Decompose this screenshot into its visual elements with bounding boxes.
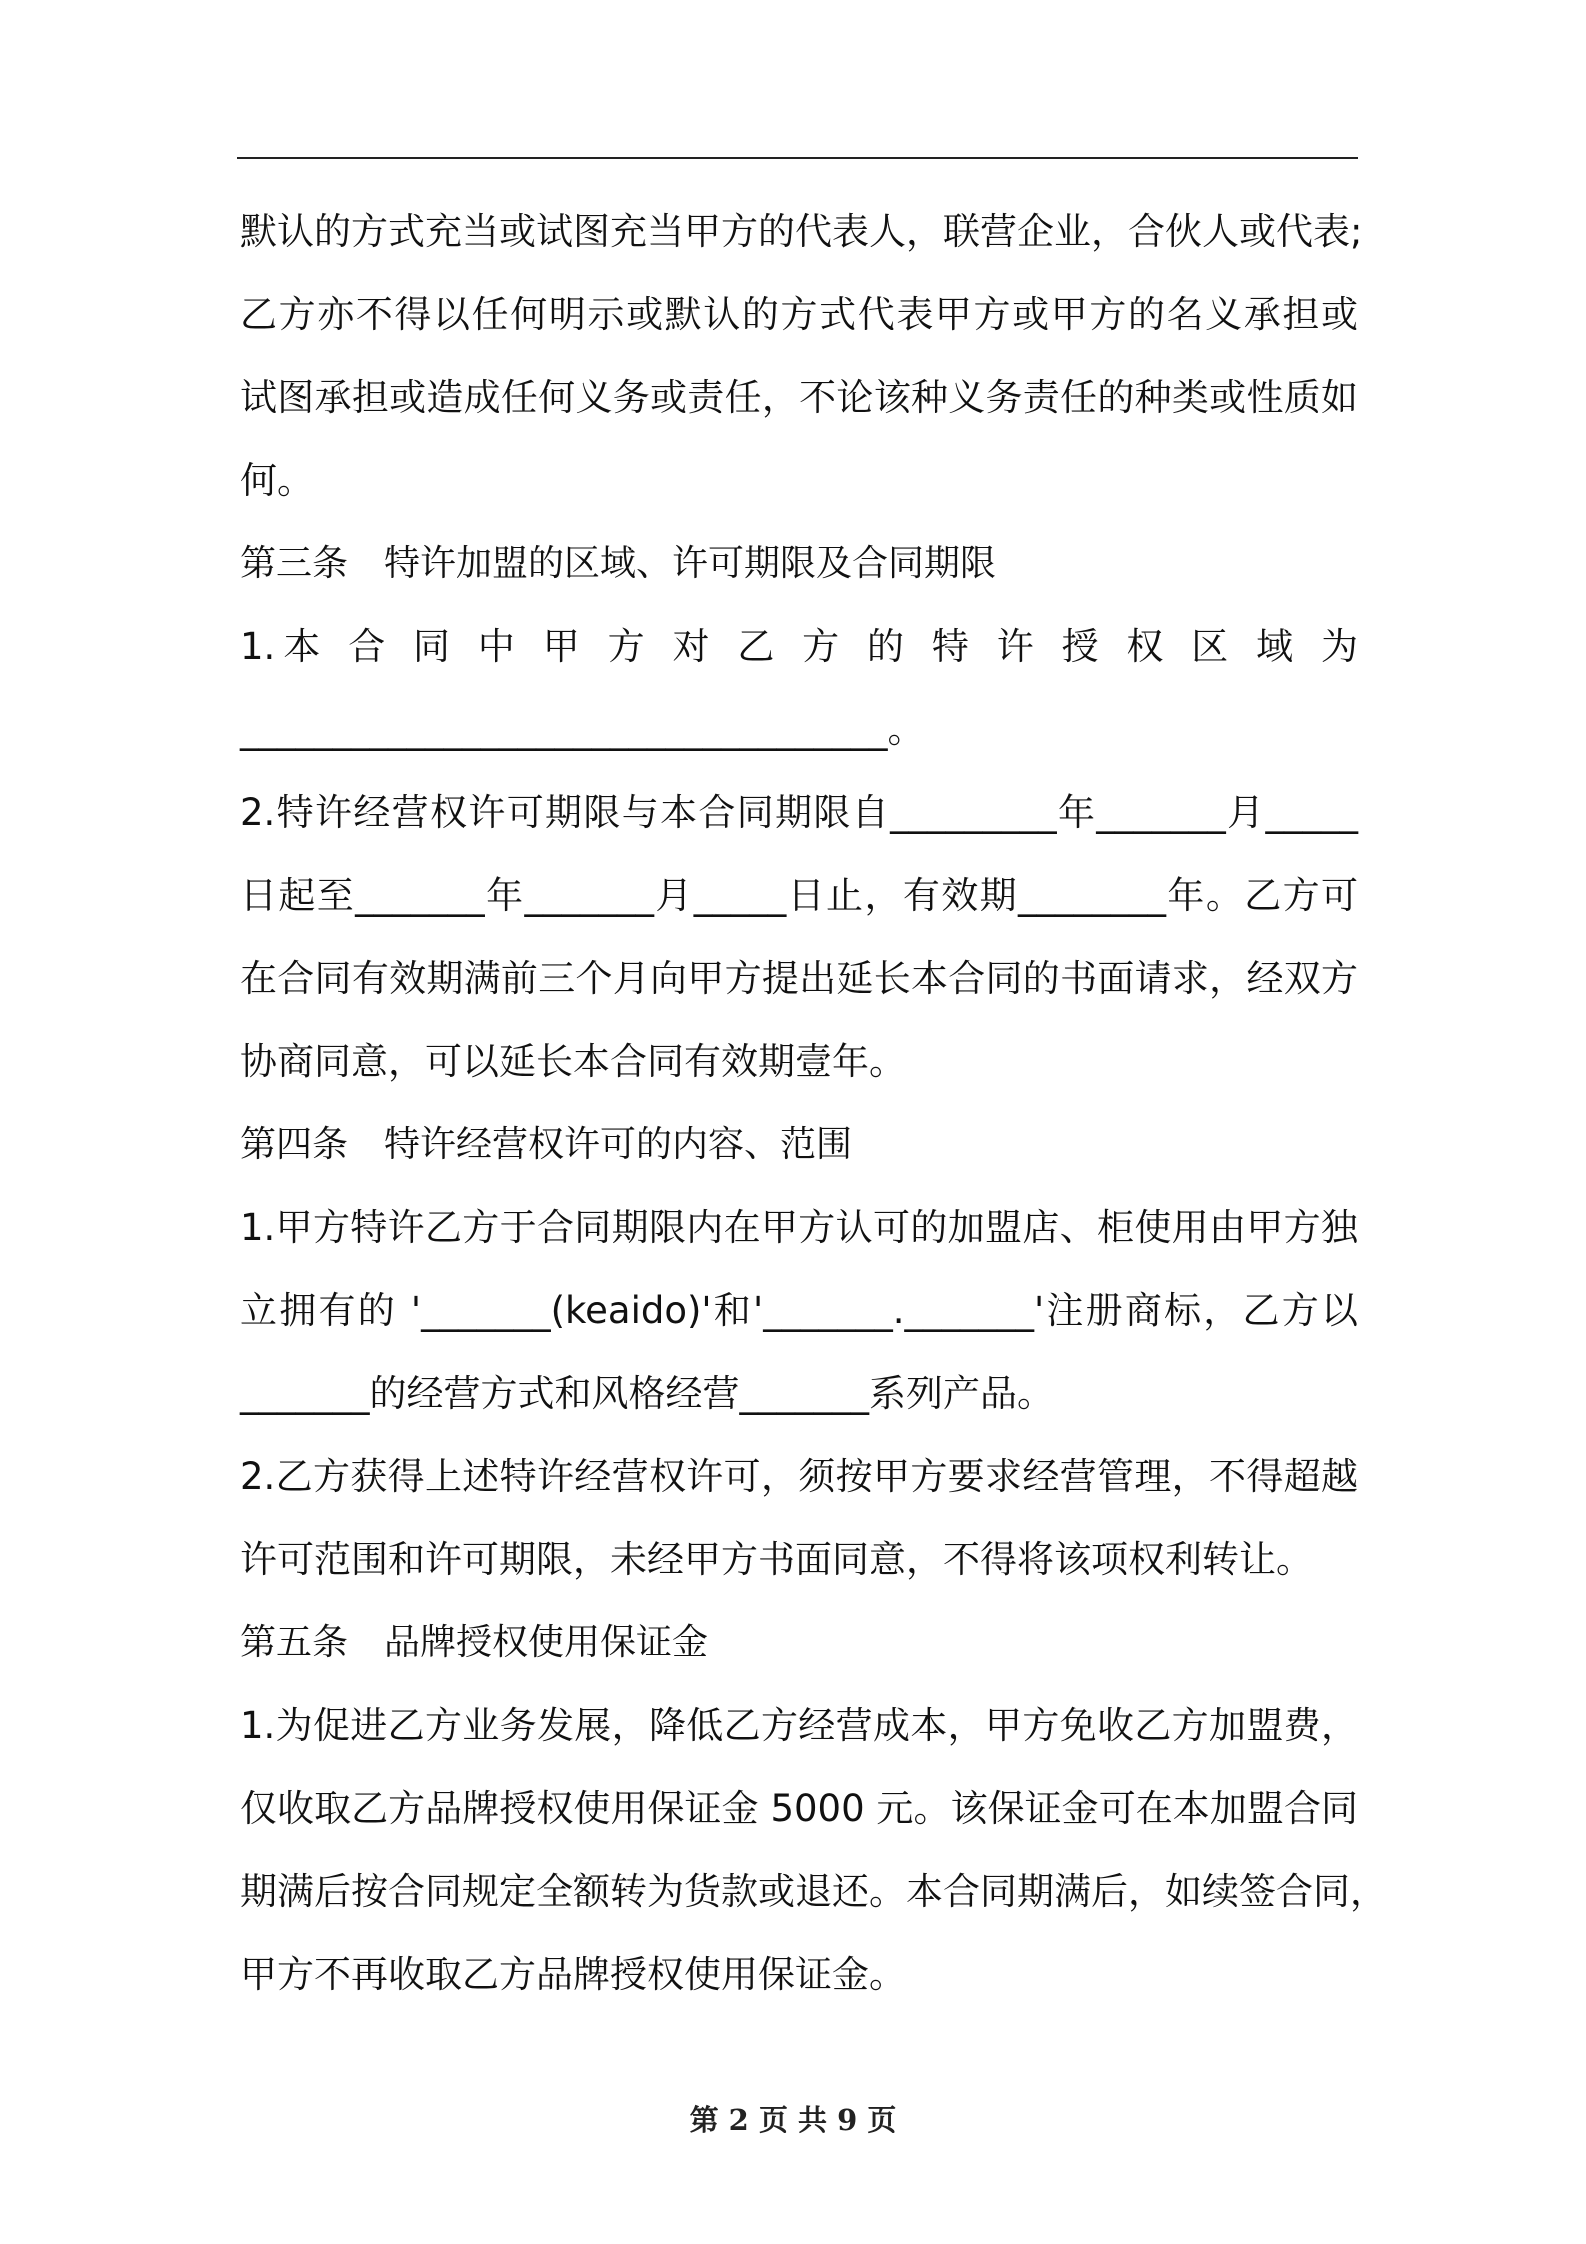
text-line-11: 协商同意，可以延长本合同有效期壹年。: [240, 1040, 906, 1083]
text-line-16: 2.乙方获得上述特许经营权许可，须按甲方要求经营管理，不得超越: [240, 1455, 1358, 1498]
text-line-15: _______的经营方式和风格经营_______系列产品。: [240, 1372, 1054, 1415]
article-3-heading: 第三条 特许加盟的区域、许可期限及合同期限: [240, 543, 997, 584]
text-line-17: 许可范围和许可期限，未经甲方书面同意，不得将该项权利转让。: [240, 1538, 1313, 1581]
text-line-9: 日起至_______年_______月_____日止，有效期________年。乙方可: [240, 874, 1358, 917]
text-line-10: 在合同有效期满前三个月向甲方提出延长本合同的书面请求，经双方: [240, 957, 1358, 1000]
text-line-1: 默认的方式充当或试图充当甲方的代表人，联营企业，合伙人或代表;: [240, 210, 1363, 253]
text-line-6: 1.本 合 同 中 甲 方 对 乙 方 的 特 许 授 权 区 域 为: [240, 625, 1358, 668]
article-5-heading: 第五条 品牌授权使用保证金: [240, 1622, 709, 1663]
text-line-21: 期满后按合同规定全额转为货款或退还。本合同期满后，如续签合同，: [240, 1870, 1387, 1913]
text-line-7: ___________________________________。: [240, 708, 925, 751]
text-line-14: 立拥有的 '_______(keaido)'和'_______._______'注册商标，乙方以: [240, 1289, 1358, 1332]
text-line-8: 2.特许经营权许可期限与本合同期限自_________年_______月_____: [240, 791, 1358, 834]
page-number: 第 2 页 共 9 页: [689, 2103, 897, 2137]
text-line-13: 1.甲方特许乙方于合同期限内在甲方认可的加盟店、柜使用由甲方独: [240, 1206, 1358, 1249]
document-body: [240, 190, 1387, 2016]
text-line-22: 甲方不再收取乙方品牌授权使用保证金。: [240, 1953, 906, 1996]
header-rule: [237, 157, 1358, 159]
text-line-19: 1.为促进乙方业务发展，降低乙方经营成本，甲方免收乙方加盟费，: [240, 1704, 1358, 1747]
text-line-4: 何。: [240, 459, 314, 502]
text-line-20: 仅收取乙方品牌授权使用保证金 5000 元。该保证金可在本加盟合同: [240, 1787, 1358, 1830]
text-line-3: 试图承担或造成任何义务或责任，不论该种义务责任的种类或性质如: [240, 376, 1358, 419]
text-line-2: 乙方亦不得以任何明示或默认的方式代表甲方或甲方的名义承担或: [240, 293, 1358, 336]
article-4-heading: 第四条 特许经营权许可的内容、范围: [240, 1124, 853, 1165]
